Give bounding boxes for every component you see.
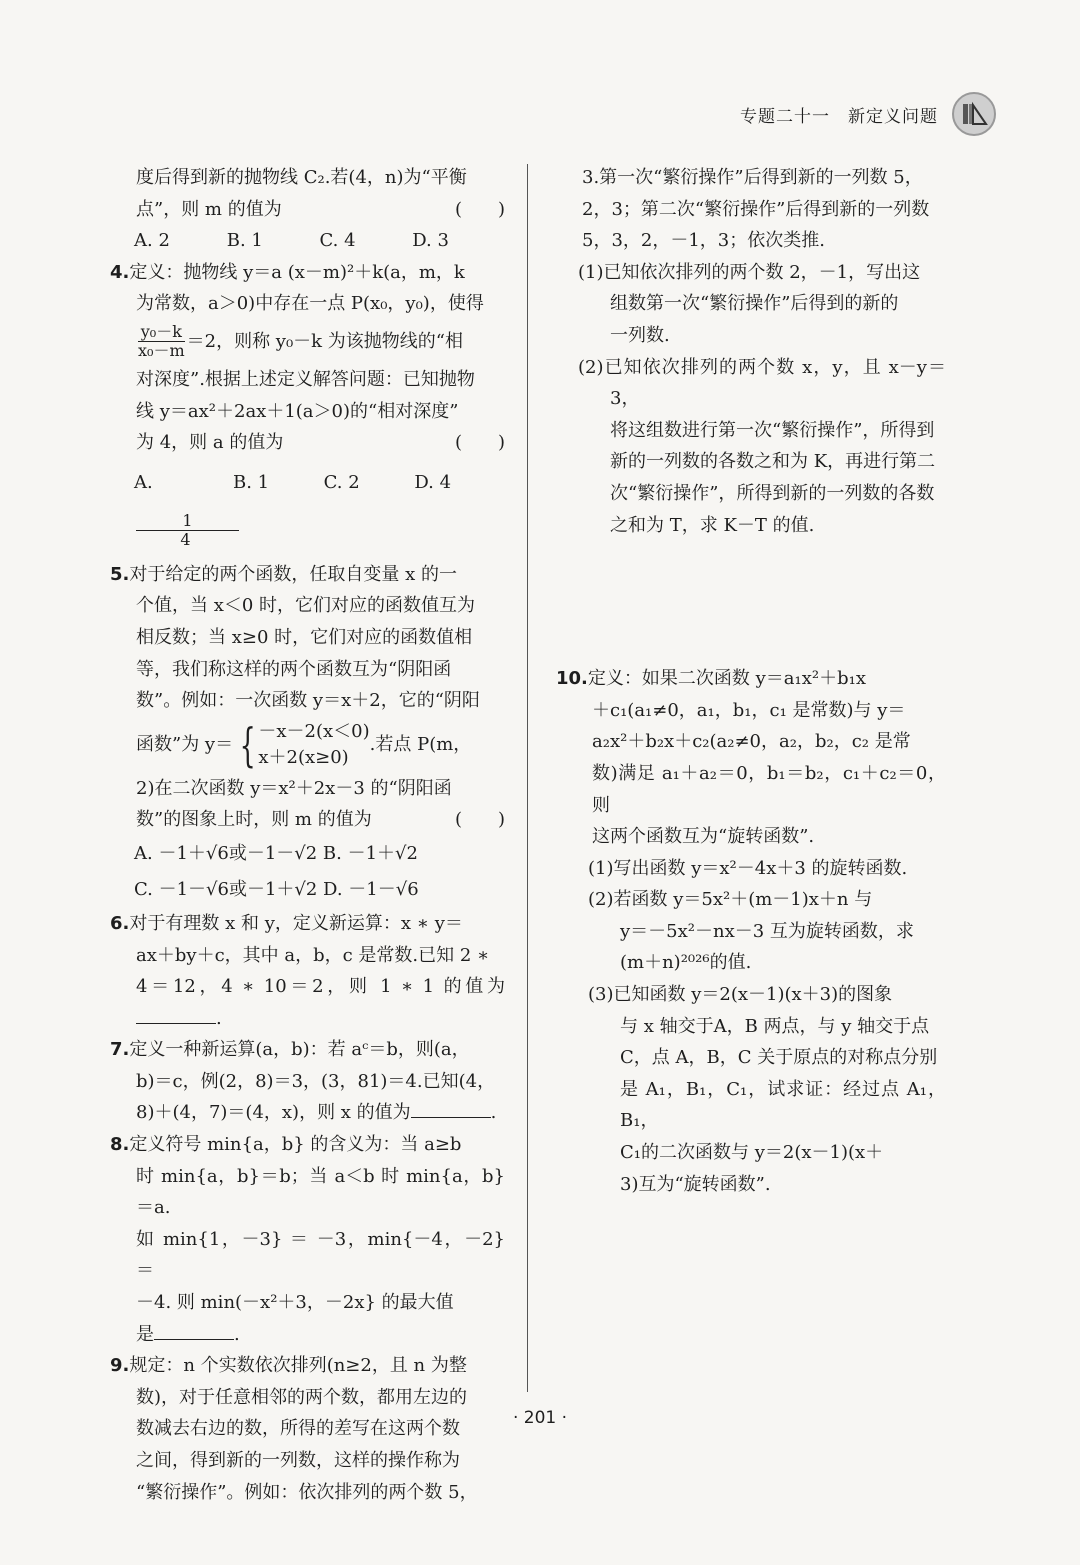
q4-line: 对深度”.根据上述定义解答问题：已知抛物 bbox=[136, 368, 475, 390]
q5-line: .若点 P(m， bbox=[369, 733, 472, 755]
q6-line: 对于有理数 x 和 y，定义新运算：x ∗ y＝ bbox=[129, 912, 463, 934]
q4-line: ＝2，则称 y₀－k 为该抛物线的“相 bbox=[186, 330, 464, 352]
q10-line: 这两个函数互为“旋转函数”. bbox=[592, 826, 815, 848]
q10-line: a₂x²＋b₂x＋c₂(a₂≠0，a₂，b₂，c₂ 是常 bbox=[592, 731, 911, 753]
q9-line: 数)，对于任意相邻的两个数，都用左边的 bbox=[136, 1386, 468, 1408]
q4-fraction bbox=[138, 323, 185, 361]
q5-line: 对于给定的两个函数，任取自变量 x 的一 bbox=[129, 563, 457, 585]
q10-part-3: (3)已知函数 y＝2(x－1)(x＋3)的图象 bbox=[588, 984, 893, 1006]
brace-icon: { bbox=[239, 717, 256, 772]
q5-line: 个值，当 x＜0 时，它们对应的函数值互为 bbox=[136, 595, 476, 617]
q9-part-2: 之和为 T，求 K－T 的值. bbox=[610, 514, 815, 536]
q10-part-2: y＝－5x²－nx－3 互为旋转函数，求 bbox=[620, 920, 914, 942]
question-number: 5. bbox=[110, 563, 130, 585]
question-5 bbox=[110, 559, 505, 908]
option-b: B. 1 bbox=[233, 471, 270, 493]
question-number: 7. bbox=[110, 1039, 130, 1061]
q9-part-1: 组数第一次“繁衍操作”后得到的新的 bbox=[610, 293, 899, 315]
question-number: 4. bbox=[110, 261, 130, 283]
q8-line: 定义符号 min{a，b} 的含义为：当 a≥b bbox=[129, 1134, 462, 1156]
piecewise-function bbox=[233, 719, 370, 771]
q3-line: 点”，则 m 的值为 bbox=[136, 198, 282, 220]
q8-line: －4. 则 min(－x²＋3，－2x} 的最大值 bbox=[136, 1292, 454, 1314]
q9-line: 3.第一次“繁衍操作”后得到新的一列数 5， bbox=[582, 167, 923, 188]
topic-title: 专题二十一 新定义问题 bbox=[740, 106, 938, 127]
answer-blank[interactable] bbox=[154, 1321, 234, 1340]
q10-line: 数)满足 a₁＋a₂＝0，b₁＝b₂，c₁＋c₂＝0，则 bbox=[592, 762, 946, 816]
q9-part-2: 次“繁衍操作”，所得到新的一列数的各数 bbox=[610, 482, 935, 504]
option-a-label: A. bbox=[134, 471, 153, 493]
question-4 bbox=[110, 257, 505, 555]
left-column bbox=[110, 162, 505, 1508]
q5-line: 数”。例如：一次函数 y＝x＋2，它的“阴阳 bbox=[136, 690, 480, 712]
q5-line: 等，我们称这样的两个函数互为“阴阳函 bbox=[136, 658, 452, 680]
fraction-numerator: y₀－k bbox=[138, 323, 185, 342]
answer-paren: ( ) bbox=[454, 809, 505, 831]
question-number: 8. bbox=[110, 1134, 130, 1156]
option-a bbox=[134, 459, 233, 555]
period: . bbox=[234, 1323, 240, 1345]
option-d: D. 3 bbox=[412, 230, 449, 252]
q9-part-1: (1)已知依次排列的两个数 2，－1，写出这 bbox=[578, 261, 921, 283]
page-header bbox=[740, 92, 996, 136]
question-number: 9. bbox=[110, 1355, 130, 1377]
question-number: 6. bbox=[110, 912, 130, 934]
question-10 bbox=[556, 663, 946, 1200]
q6-line: ax＋by＋c，其中 a，b，c 是常数.已知 2 ∗ bbox=[136, 944, 490, 966]
q7-line: 8)＋(4，7)＝(4，x)，则 x 的值为 bbox=[136, 1102, 411, 1124]
answer-paren: ( ) bbox=[454, 198, 505, 220]
q4-options bbox=[110, 459, 505, 555]
option-d: D. 4 bbox=[414, 471, 452, 493]
q10-part-3: 与 x 轴交于A，B 两点，与 y 轴交于点 bbox=[620, 1015, 930, 1037]
case-1: －x－2(x＜0) bbox=[258, 720, 370, 742]
q5-options-cd: C. －1－√6或－1＋√2 D. －1－√6 bbox=[134, 878, 419, 900]
question-number: 10. bbox=[556, 668, 588, 690]
option-a: A. 2 bbox=[134, 230, 170, 252]
q10-part-1: (1)写出函数 y＝x²－4x＋3 的旋转函数. bbox=[588, 857, 908, 879]
q10-part-2: (m＋n)²⁰²⁶的值. bbox=[620, 952, 752, 974]
q9-line: 规定：n 个实数依次排列(n≥2，且 n 为整 bbox=[129, 1355, 467, 1377]
option-b: B. 1 bbox=[226, 230, 263, 252]
q10-part-3: 3)互为“旋转函数”. bbox=[620, 1173, 771, 1195]
q9-part-2: 新的一列数的各数之和为 K，再进行第二 bbox=[610, 451, 936, 473]
option-c: C. 4 bbox=[319, 230, 356, 252]
question-8 bbox=[110, 1129, 505, 1350]
question-9-continued bbox=[556, 162, 946, 541]
case-2: x＋2(x≥0) bbox=[258, 746, 349, 768]
q10-part-3: 是 A₁，B₁，C₁，试求证：经过点 A₁，B₁， bbox=[620, 1078, 946, 1132]
q5-options-ab: A. －1＋√6或－1－√2 B. －1＋√2 bbox=[134, 842, 418, 864]
period: . bbox=[490, 1102, 497, 1124]
question-9 bbox=[110, 1350, 505, 1508]
q7-line: 定义一种新运算(a，b)：若 aᶜ＝b，则(a， bbox=[129, 1039, 470, 1061]
q9-part-2: (2)已知依次排列的两个数 x，y，且 x－y＝3， bbox=[578, 356, 946, 410]
option-a-fraction bbox=[136, 512, 235, 550]
option-c: C. 2 bbox=[323, 471, 360, 493]
q10-line: ＋c₁(a₁≠0，a₁，b₁，c₁ 是常数)与 y＝ bbox=[592, 699, 906, 721]
period: . bbox=[216, 1007, 222, 1029]
q8-line: 时 min{a，b}＝b；当 a＜b 时 min{a，b}＝a. bbox=[136, 1165, 505, 1219]
q9-part-1: 一列数. bbox=[610, 324, 670, 346]
q9-line: 5，3，2，－1，3；依次类推. bbox=[582, 230, 825, 252]
question-7 bbox=[110, 1034, 505, 1129]
fraction-denominator: 4 bbox=[180, 530, 191, 550]
q5-line: 数”的图象上时，则 m 的值为 bbox=[136, 809, 372, 831]
q4-line: 定义：抛物线 y＝a (x－m)²＋k(a，m，k bbox=[129, 261, 465, 283]
right-column bbox=[556, 162, 946, 1200]
q9-line: “繁衍操作”。例如：依次排列的两个数 5， bbox=[136, 1481, 478, 1503]
answer-blank[interactable] bbox=[136, 1005, 216, 1024]
column-divider bbox=[527, 164, 528, 1392]
q10-part-3: C，点 A，B，C 关于原点的对称点分别 bbox=[620, 1047, 938, 1069]
q8-line: 如 min{1，－3} ＝ －3，min{－4，－2} ＝ bbox=[136, 1228, 505, 1282]
q6-line: 4＝12，4 ∗ 10＝2，则 1 ∗ 1 的值为 bbox=[136, 976, 505, 998]
fraction-denominator: x₀－m bbox=[138, 341, 185, 361]
q10-part-2: (2)若函数 y＝5x²＋(m－1)x＋n 与 bbox=[588, 889, 873, 911]
q9-line: 2，3；第二次“繁衍操作”后得到新的一列数 bbox=[582, 198, 930, 220]
q10-line: 定义：如果二次函数 y＝a₁x²＋b₁x bbox=[587, 668, 866, 690]
q9-line: 之间，得到新的一列数，这样的操作称为 bbox=[136, 1450, 460, 1471]
q4-line: 为常数，a＞0)中存在一点 P(x₀，y₀)，使得 bbox=[136, 293, 484, 315]
q5-line: 相反数；当 x≥0 时，它们对应的函数值相 bbox=[136, 626, 473, 648]
q3-line: 度后得到新的抛物线 C₂.若(4，n)为“平衡 bbox=[136, 167, 467, 188]
q4-line: 为 4，则 a 的值为 bbox=[136, 432, 284, 454]
q5-line: 2)在二次函数 y＝x²＋2x－3 的“阴阳函 bbox=[136, 777, 452, 799]
ruler-triangle-logo-icon bbox=[952, 92, 996, 136]
question-3-continued bbox=[110, 162, 505, 257]
question-6 bbox=[110, 908, 505, 1034]
q9-line: 数减去右边的数，所得的差写在这两个数 bbox=[136, 1418, 460, 1440]
q5-line: 函数”为 y＝ bbox=[136, 733, 234, 755]
fraction-numerator: 1 bbox=[136, 512, 239, 531]
q10-part-3: C₁的二次函数与 y＝2(x－1)(x＋ bbox=[620, 1142, 884, 1164]
q9-part-2: 将这组数进行第一次“繁衍操作”，所得到 bbox=[610, 419, 935, 441]
q4-line: 线 y＝ax²＋2ax＋1(a＞0)的“相对深度” bbox=[136, 400, 459, 422]
q7-line: b)＝c，例(2，8)＝3，(3，81)＝4.已知(4， bbox=[136, 1070, 496, 1092]
answer-blank[interactable] bbox=[411, 1099, 491, 1118]
page-number: · 201 · bbox=[512, 1408, 568, 1428]
answer-paren: ( ) bbox=[454, 432, 505, 454]
q3-options bbox=[110, 225, 505, 257]
q8-line: 是 bbox=[136, 1323, 154, 1345]
